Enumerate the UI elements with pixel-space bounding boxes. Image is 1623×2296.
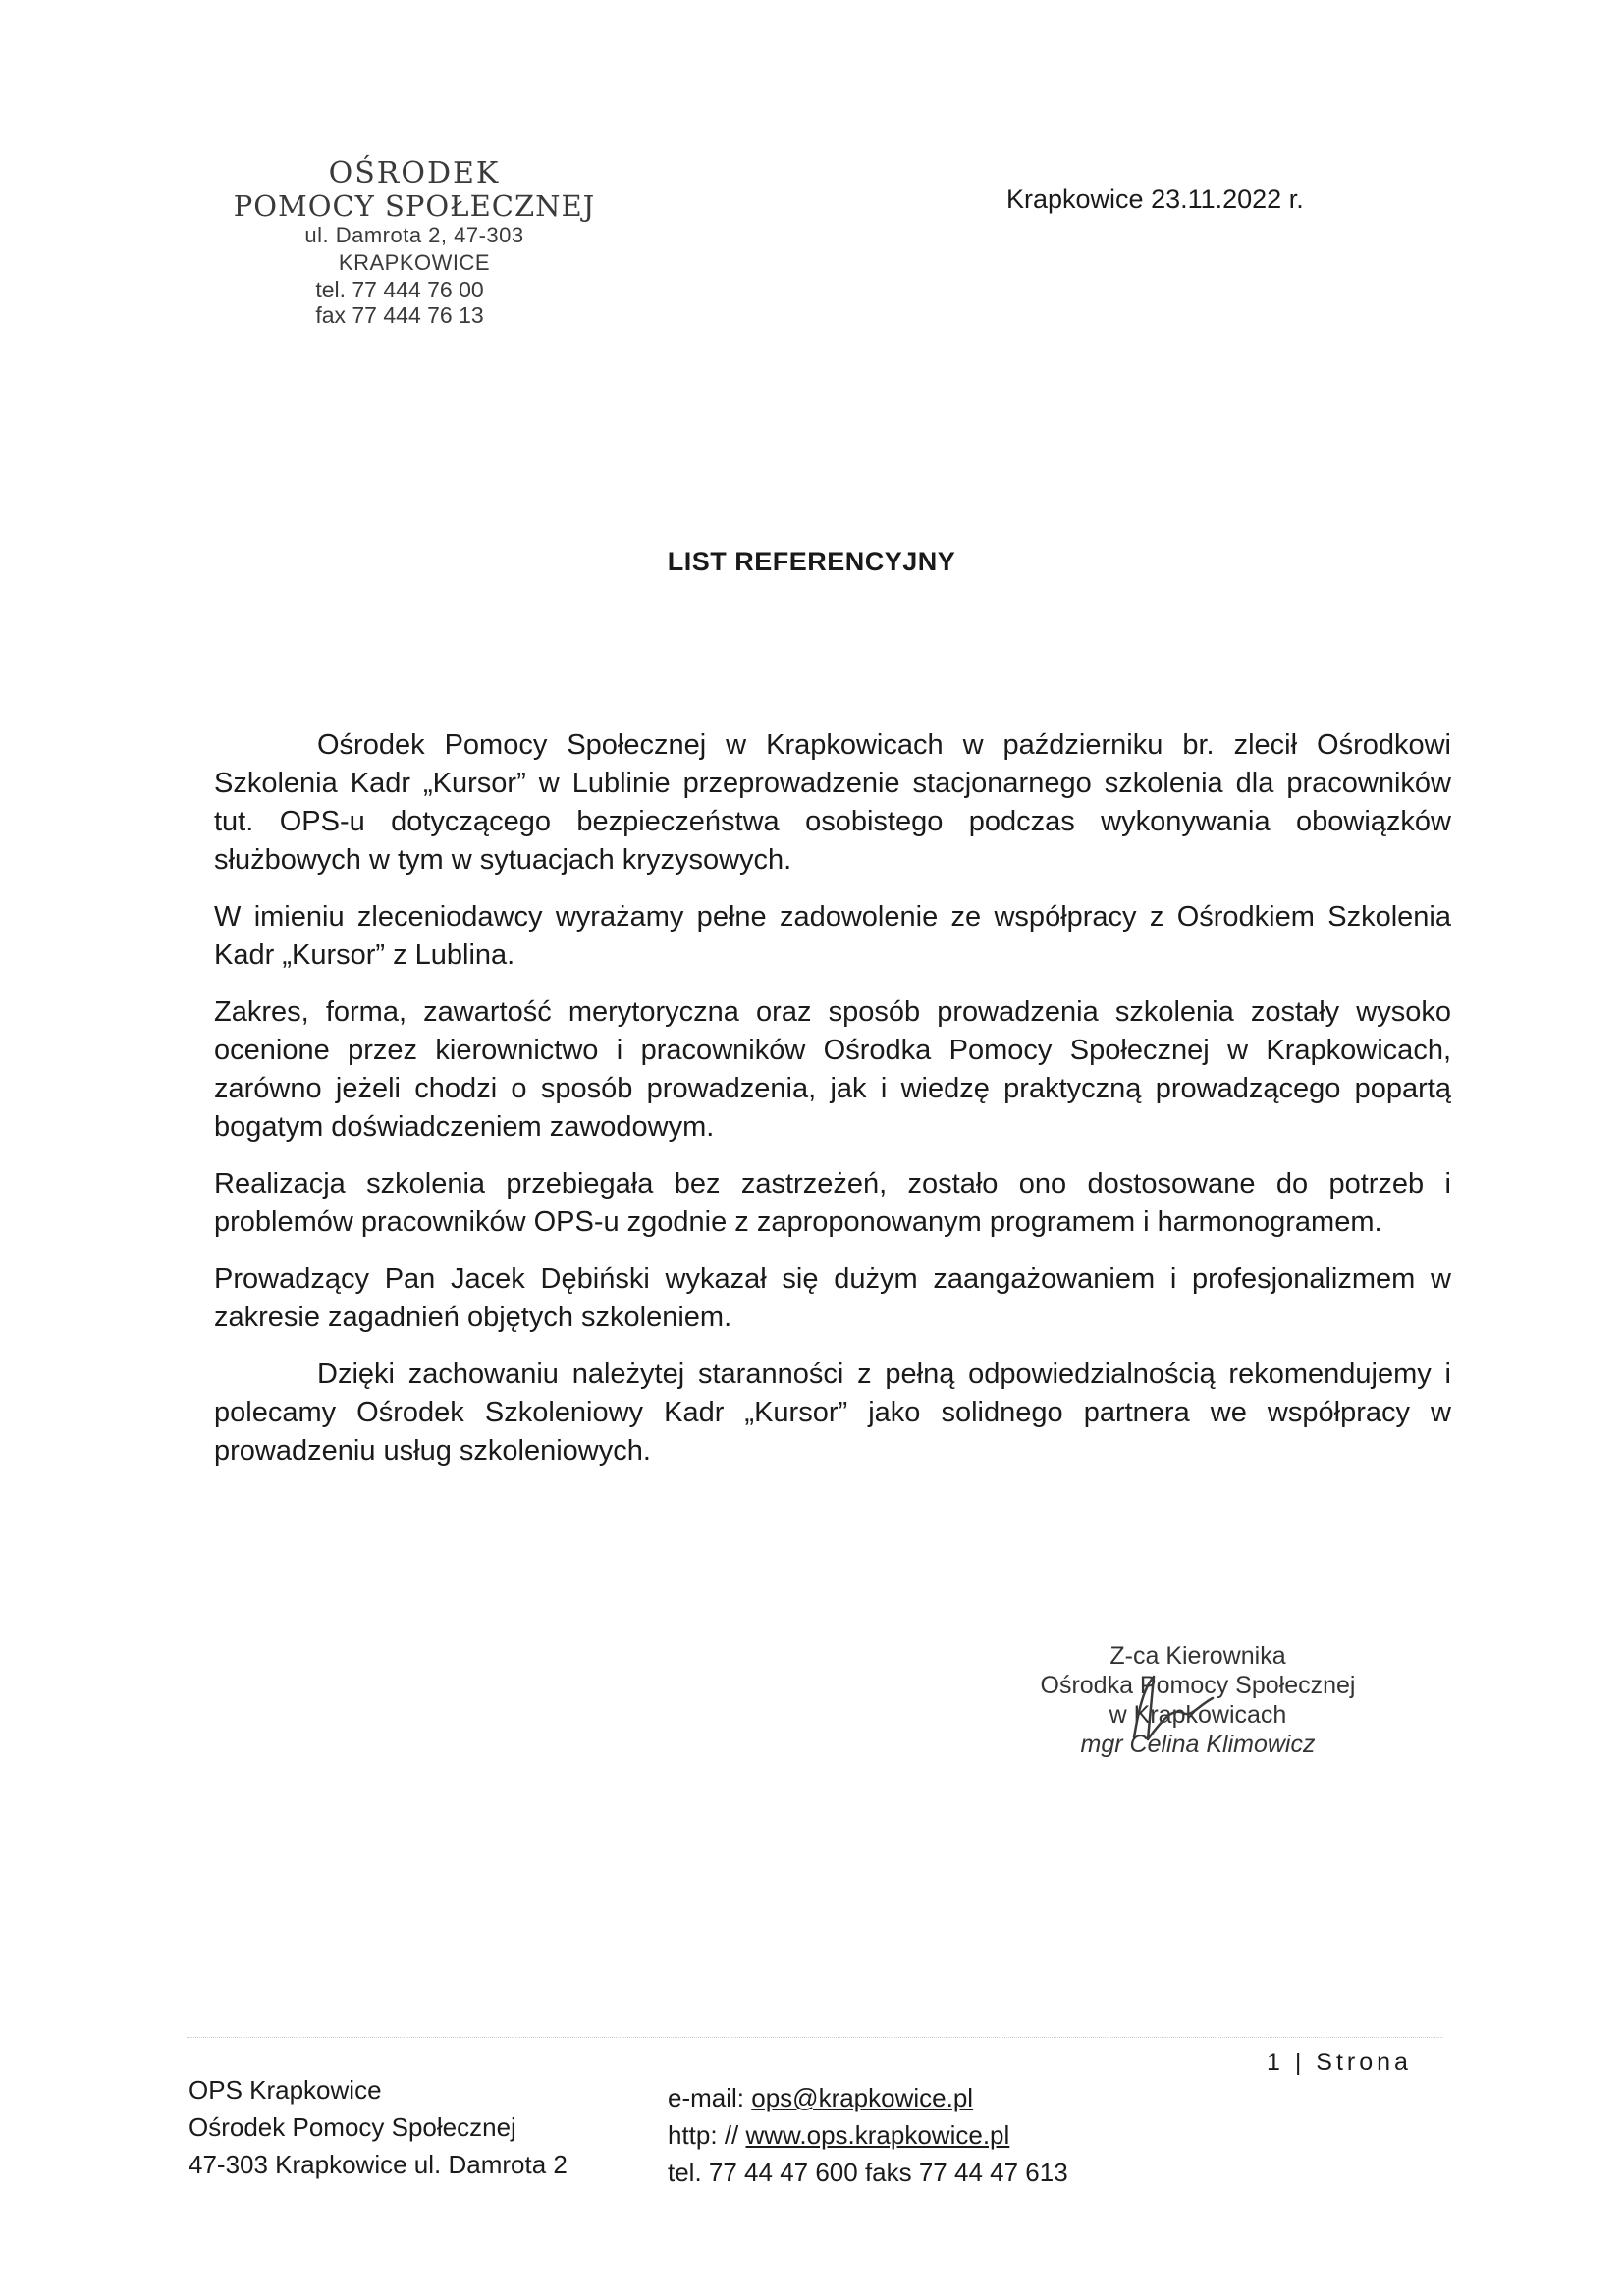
footer-divider: [187, 2037, 1443, 2038]
stamp-phone: tel. 77 444 76 00: [315, 277, 484, 302]
paragraph-2: W imieniu zleceniodawcy wyrażamy pełne zadowolenie ze współpracy z Ośrodkiem Szkolenia Kadr „Kursor” z Lublina.: [214, 901, 1451, 971]
paragraph-6: Dzięki zachowaniu należytej staranności z pełną odpowiedzialnością rekomendujemy i polecamy Ośrodek Szkoleniowy Kadr „Kursor” jako solidnego partnera we współpracy w prowadzeniu usług szkoleniowych.: [214, 1359, 1451, 1467]
signature-location: w Krapkowicach: [1109, 1701, 1287, 1729]
www-label: http: //: [668, 2120, 746, 2150]
page-number: 1 | Strona: [1267, 2049, 1412, 2076]
stamp-line-1: OŚRODEK: [328, 156, 501, 190]
footer-www-line: [668, 2116, 1068, 2154]
letter-title: LIST REFERENCYJNY: [667, 547, 956, 576]
signature-role: Z-ca Kierownika: [1109, 1642, 1286, 1670]
email-label: e-mail:: [668, 2083, 752, 2112]
organization-stamp: [228, 157, 601, 328]
footer-phones: tel. 77 44 47 600 faks 77 44 47 613: [668, 2158, 1068, 2187]
footer-email-line: [668, 2079, 1068, 2116]
paragraph-3: Zakres, forma, zawartość merytoryczna oraz sposób prowadzenia szkolenia zostały wysoko ocenione przez kierownictwo i pracowników Ośrodka Pomocy Społecznej w Krapkowicach, zarówno jeżeli chodzi o sposób prowadzenia, jak i wiedzę praktyczną prowadzącego popartą bogatym doświadczeniem zawodowym.: [214, 996, 1451, 1143]
letter-body: [214, 726, 1451, 1489]
letter-date: Krapkowice 23.11.2022 r.: [1006, 185, 1304, 214]
footer-org-short: OPS Krapkowice: [189, 2075, 382, 2105]
handwritten-signature: [1114, 1669, 1222, 1747]
paragraph-5: Prowadzący Pan Jacek Dębiński wykazał się dużym zaangażowaniem i profesjonalizmem w zakresie zagadnień objętych szkoleniem.: [214, 1263, 1451, 1333]
footer-org-full: Ośrodek Pomocy Społecznej: [189, 2112, 516, 2142]
stamp-address: ul. Damrota 2, 47-303 KRAPKOWICE: [304, 223, 524, 275]
email-link[interactable]: ops@krapkowice.pl: [751, 2083, 974, 2112]
footer-contact: [668, 2079, 1068, 2191]
signature-institution: Ośrodka Pomocy Społecznej: [1040, 1672, 1356, 1699]
stamp-fax: fax 77 444 76 13: [315, 302, 484, 328]
footer-street: 47-303 Krapkowice ul. Damrota 2: [189, 2150, 568, 2179]
paragraph-4: Realizacja szkolenia przebiegała bez zastrzeżeń, zostało ono dostosowane do potrzeb i problemów pracowników OPS-u zgodnie z zaproponowanym programem i harmonogramem.: [214, 1168, 1451, 1238]
website-link[interactable]: www.ops.krapkowice.pl: [745, 2120, 1010, 2150]
footer-address: [189, 2071, 568, 2183]
signature-name: mgr Celina Klimowicz: [1080, 1731, 1316, 1758]
paragraph-1: Ośrodek Pomocy Społecznej w Krapkowicach w październiku br. zlecił Ośrodkowi Szkolenia Kadr „Kursor” w Lublinie przeprowadzenie stacjonarnego szkolenia dla pracowników tut. OPS-u dotyczącego bezpieczeństwa osobistego podczas wykonywania obowiązków służbowych w tym w sytuacjach kryzysowych.: [214, 729, 1451, 876]
stamp-line-2: POMOCY SPOŁECZNEJ: [233, 189, 596, 223]
